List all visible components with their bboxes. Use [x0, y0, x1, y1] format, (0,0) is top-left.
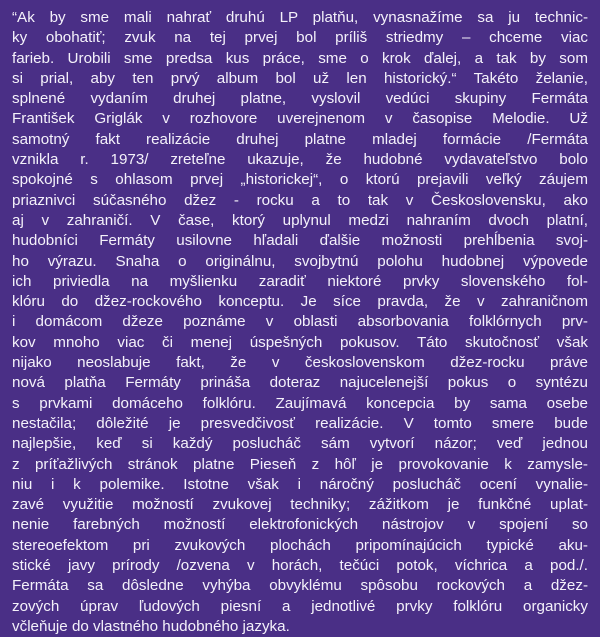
text-line: nestačila; dôležité je presvedčivosť realizácie. V tomto smere bude [12, 414, 588, 432]
text-line: si prial, aby ten prvý album bol už len historický.“ Takéto želanie, [12, 69, 588, 87]
text-line: vznikla r. 1973/ zreteľne ukazuje, že hudobné vydavateľstvo bolo [12, 151, 588, 169]
text-line: aj v zahraničí. V čase, ktorý uplynul medzi nahraním dvoch platní, [12, 211, 588, 229]
text-line: niu i k polemike. Istotne však i náročný poslucháč ocení vynalie- [12, 475, 588, 493]
text-line: najlepšie, keď si každý poslucháč sám vytvorí názor; veď jednou [12, 435, 588, 453]
text-line: Fermáta sa dôsledne vyhýba obvyklému spôsobu rockových a džez- [12, 577, 588, 595]
liner-notes-text [12, 8, 588, 637]
text-line: z príťažlivých stránok platne Pieseň z hôľ je provokovanie k zamysle- [12, 455, 588, 473]
text-line: splnené vydaním druhej platne, vyslovil vedúci skupiny Fermáta [12, 90, 588, 108]
text-line: nenie farebných možností elektrofonických nástrojov v spojení so [12, 516, 588, 534]
text-line: včleňuje do vlastného hudobného jazyka. [12, 617, 290, 635]
text-line: nová platňa Fermáty prináša doteraz najucelenejší pokus o syntézu [12, 374, 588, 392]
text-line: hudobníci Fermáty usilovne hľadali ďalšie možnosti prehĺbenia svoj- [12, 232, 588, 250]
text-line: spokojné s ohlasom prvej „historickej“, o ktorú prejavili veľký záujem [12, 171, 588, 189]
text-line: stické javy prírody /ozvena v horách, tečúci potok, víchrica a pod./. [12, 557, 588, 575]
text-line: i domácom džeze poznáme v oblasti absorbovania folklórnych prv- [12, 313, 588, 331]
text-line: František Griglák v rozhovore uverejnenom v časopise Melodie. Už [12, 110, 588, 128]
text-line: priaznivci súčasného džez - rocku a to tak v Československu, ako [12, 191, 588, 209]
text-line: kov mnoho viac či menej úspešných pokusov. Táto skutočnosť však [12, 333, 588, 351]
text-line: ho výrazu. Snaha o originálnu, svojbytnú polohu hudobnej výpovede [12, 252, 588, 270]
text-line: klóru do džez-rockového konceptu. Je síce pravda, že v zahraničnom [12, 293, 588, 311]
text-line: samotný fakt realizácie druhej platne mladej formácie /Fermáta [12, 130, 588, 148]
text-line: ich priviedla na myšlienku zaradiť niektoré prvky slovenského fol- [12, 272, 588, 290]
text-line: nijako neoslabuje fakt, že v československom džez-rocku práve [12, 354, 588, 372]
text-line: zavé využitie možností zvukovej techniky; zážitkom je funkčné uplat- [12, 496, 588, 514]
text-line: ky obohatiť; zvuk na tej prvej bol príliš striedmy – chceme viac [12, 29, 588, 47]
text-line: s prvkami domáceho folklóru. Zaujímavá koncepcia by sama osebe [12, 394, 588, 412]
text-line: zových úprav ľudových piesní a jednotlivé prvky folklóru organicky [12, 597, 588, 615]
text-line: “Ak by sme mali nahrať druhú LP platňu, vynasnažíme sa ju technic- [12, 9, 588, 26]
text-line: farieb. Urobili sme predsa kus práce, sme o krok ďalej, a tak by som [12, 49, 588, 67]
text-line: stereoefektom pri zvukových plochách pripomínajúcich typické aku- [12, 536, 588, 554]
